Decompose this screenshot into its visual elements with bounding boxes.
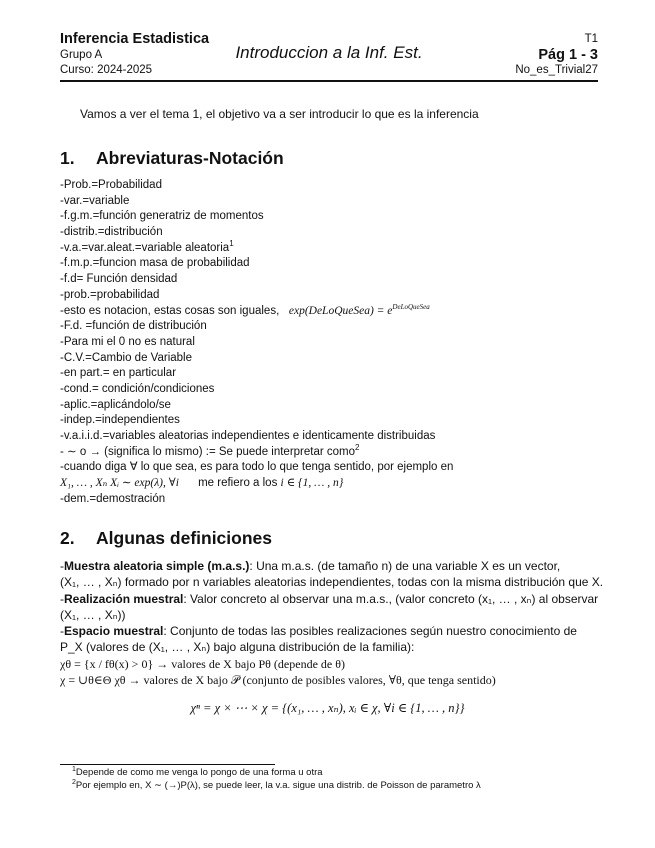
list-item: -prob.=probabilidad <box>60 288 160 301</box>
list-item: -cond.= condición/condiciones <box>60 382 215 395</box>
topic-label: T1 <box>584 33 598 45</box>
definition-espacio: -Espacio muestral: Conjunto de todas las posibles realizaciones según nuestro conocimiento de <box>60 624 577 639</box>
example-formula: X₁, … , Xₙ Xᵢ ∼ exp(λ), ∀i <box>60 477 179 490</box>
term-label: Realización muestral <box>64 591 184 606</box>
list-item: -indep.=independientes <box>60 414 180 427</box>
formula-exponent: DeLoQueSea <box>392 302 430 311</box>
list-item: -dem.=demostración <box>60 492 166 505</box>
list-item: -cuando diga ∀ lo que sea, es para todo lo que tenga sentido, por ejemplo en <box>60 461 454 474</box>
footnote-text: Depende de como me venga lo pongo de una forma u otra <box>75 767 323 778</box>
definition-realizacion: -Realización muestral: Valor concreto al observar una m.a.s., (valor concreto (x₁, … , xₙ) al observar <box>60 591 599 606</box>
group-label: Grupo A <box>60 49 103 61</box>
list-item: -esto es notacion, estas cosas son iguales, exp(DeLoQueSea) = $e^{DeLoQueSea}$ <box>60 302 430 317</box>
list-item: -f.m.p.=funcion masa de probabilidad <box>60 257 250 270</box>
list-item: -Para mi el 0 no es natural <box>60 335 195 348</box>
footnotes <box>72 766 481 792</box>
chi-union-line: χ = ∪θ∈Θ χθ → valores de X bajo 𝒫 (conjunto de posibles valores, ∀θ, que tenga sentido) <box>60 673 496 688</box>
academic-year: Curso: 2024-2025 <box>60 64 153 76</box>
chi-theta-line: χθ = {x / fθ(x) > 0} → valores de X bajo Pθ (depende de θ) <box>60 656 345 671</box>
document-title: Introduccion a la Inf. Est. <box>235 43 423 62</box>
list-item: -F.d. =función de distribución <box>60 320 207 333</box>
footnote-ref: 1 <box>229 238 234 248</box>
definition-line: (X₁, … , Xₙ)) <box>60 607 126 622</box>
list-item: -var.=variable <box>60 194 130 207</box>
section-heading-notation <box>60 148 284 169</box>
list-item: -aplic.=aplicándolo/se <box>60 398 171 411</box>
section-title: Algunas definiciones <box>96 528 272 548</box>
definition-line: (X₁, … , Xₙ) formado por n variables aleatorias independientes, todas con la misma distribución que X. <box>60 575 604 590</box>
list-item: -en part.= en particular <box>60 367 177 380</box>
footnote-ref: 2 <box>355 442 360 452</box>
header-divider <box>60 80 598 82</box>
footnote-divider <box>60 764 275 765</box>
page-indicator: Pág 1 - 3 <box>538 47 598 63</box>
list-item: -Prob.=Probabilidad <box>60 179 162 191</box>
list-item: -v.a.i.i.d.=variables aleatorias independientes e identicamente distribuidas <box>60 430 436 442</box>
footnote-number: 2 <box>72 778 76 786</box>
definition-line: P_X (valores de (X₁, … , Xₙ) bajo alguna distribución de la familia): <box>60 640 415 655</box>
term-label: Espacio muestral <box>64 624 164 639</box>
list-item: X₁, … , Xₙ Xᵢ ∼ exp(λ), ∀i me refiero a los i ∈ {1, … , n} <box>60 477 344 490</box>
definitions-block <box>60 558 604 688</box>
course-name: Inferencia Estadistica <box>60 31 210 47</box>
list-item: -f.g.m.=función generatriz de momentos <box>60 210 264 223</box>
notation-formula: exp(DeLoQueSea) = e <box>288 304 393 317</box>
footnote-number: 1 <box>72 765 76 773</box>
section-number: 1. <box>60 148 75 168</box>
abbreviation-list <box>60 178 605 507</box>
section-heading-definitions <box>60 528 272 549</box>
list-item: -f.d= Función densidad <box>60 273 178 286</box>
footnote-text: Por ejemplo en, X ∼ (→)P(λ), se puede leer, la v.a. sigue una distrib. de Poisson de parametro λ <box>75 780 481 791</box>
author-handle: No_es_Trivial27 <box>515 64 598 76</box>
intro-paragraph: Vamos a ver el tema 1, el objetivo va a ser introducir lo que es la inferencia <box>80 107 479 121</box>
display-formula: χⁿ = χ × ⋯ × χ = {(x₁, … , xₙ), xᵢ ∈ χ, ∀i ∈ {1, … , n}} <box>190 701 465 715</box>
section-title: Abreviaturas-Notación <box>96 148 284 168</box>
example-range: i ∈ {1, … , n} <box>280 477 344 490</box>
term-label: Muestra aleatoria simple (m.a.s.) <box>64 559 250 573</box>
list-item: -v.a.=var.aleat.=variable aleatoria$^1$ <box>60 238 234 254</box>
definition-mas: -Muestra aleatoria simple (m.a.s.): Una m.a.s. (de tamaño n) de una variable X es un vector, <box>60 559 561 573</box>
list-item: -distrib.=distribución <box>60 226 163 239</box>
page-header <box>60 30 598 80</box>
footnote <box>72 766 481 779</box>
list-item: - ∼ o → (significa lo mismo) := Se puede interpretar como$^2$ <box>60 442 360 458</box>
list-item: -C.V.=Cambio de Variable <box>60 351 193 364</box>
section-number: 2. <box>60 528 75 548</box>
footnote <box>72 779 481 792</box>
